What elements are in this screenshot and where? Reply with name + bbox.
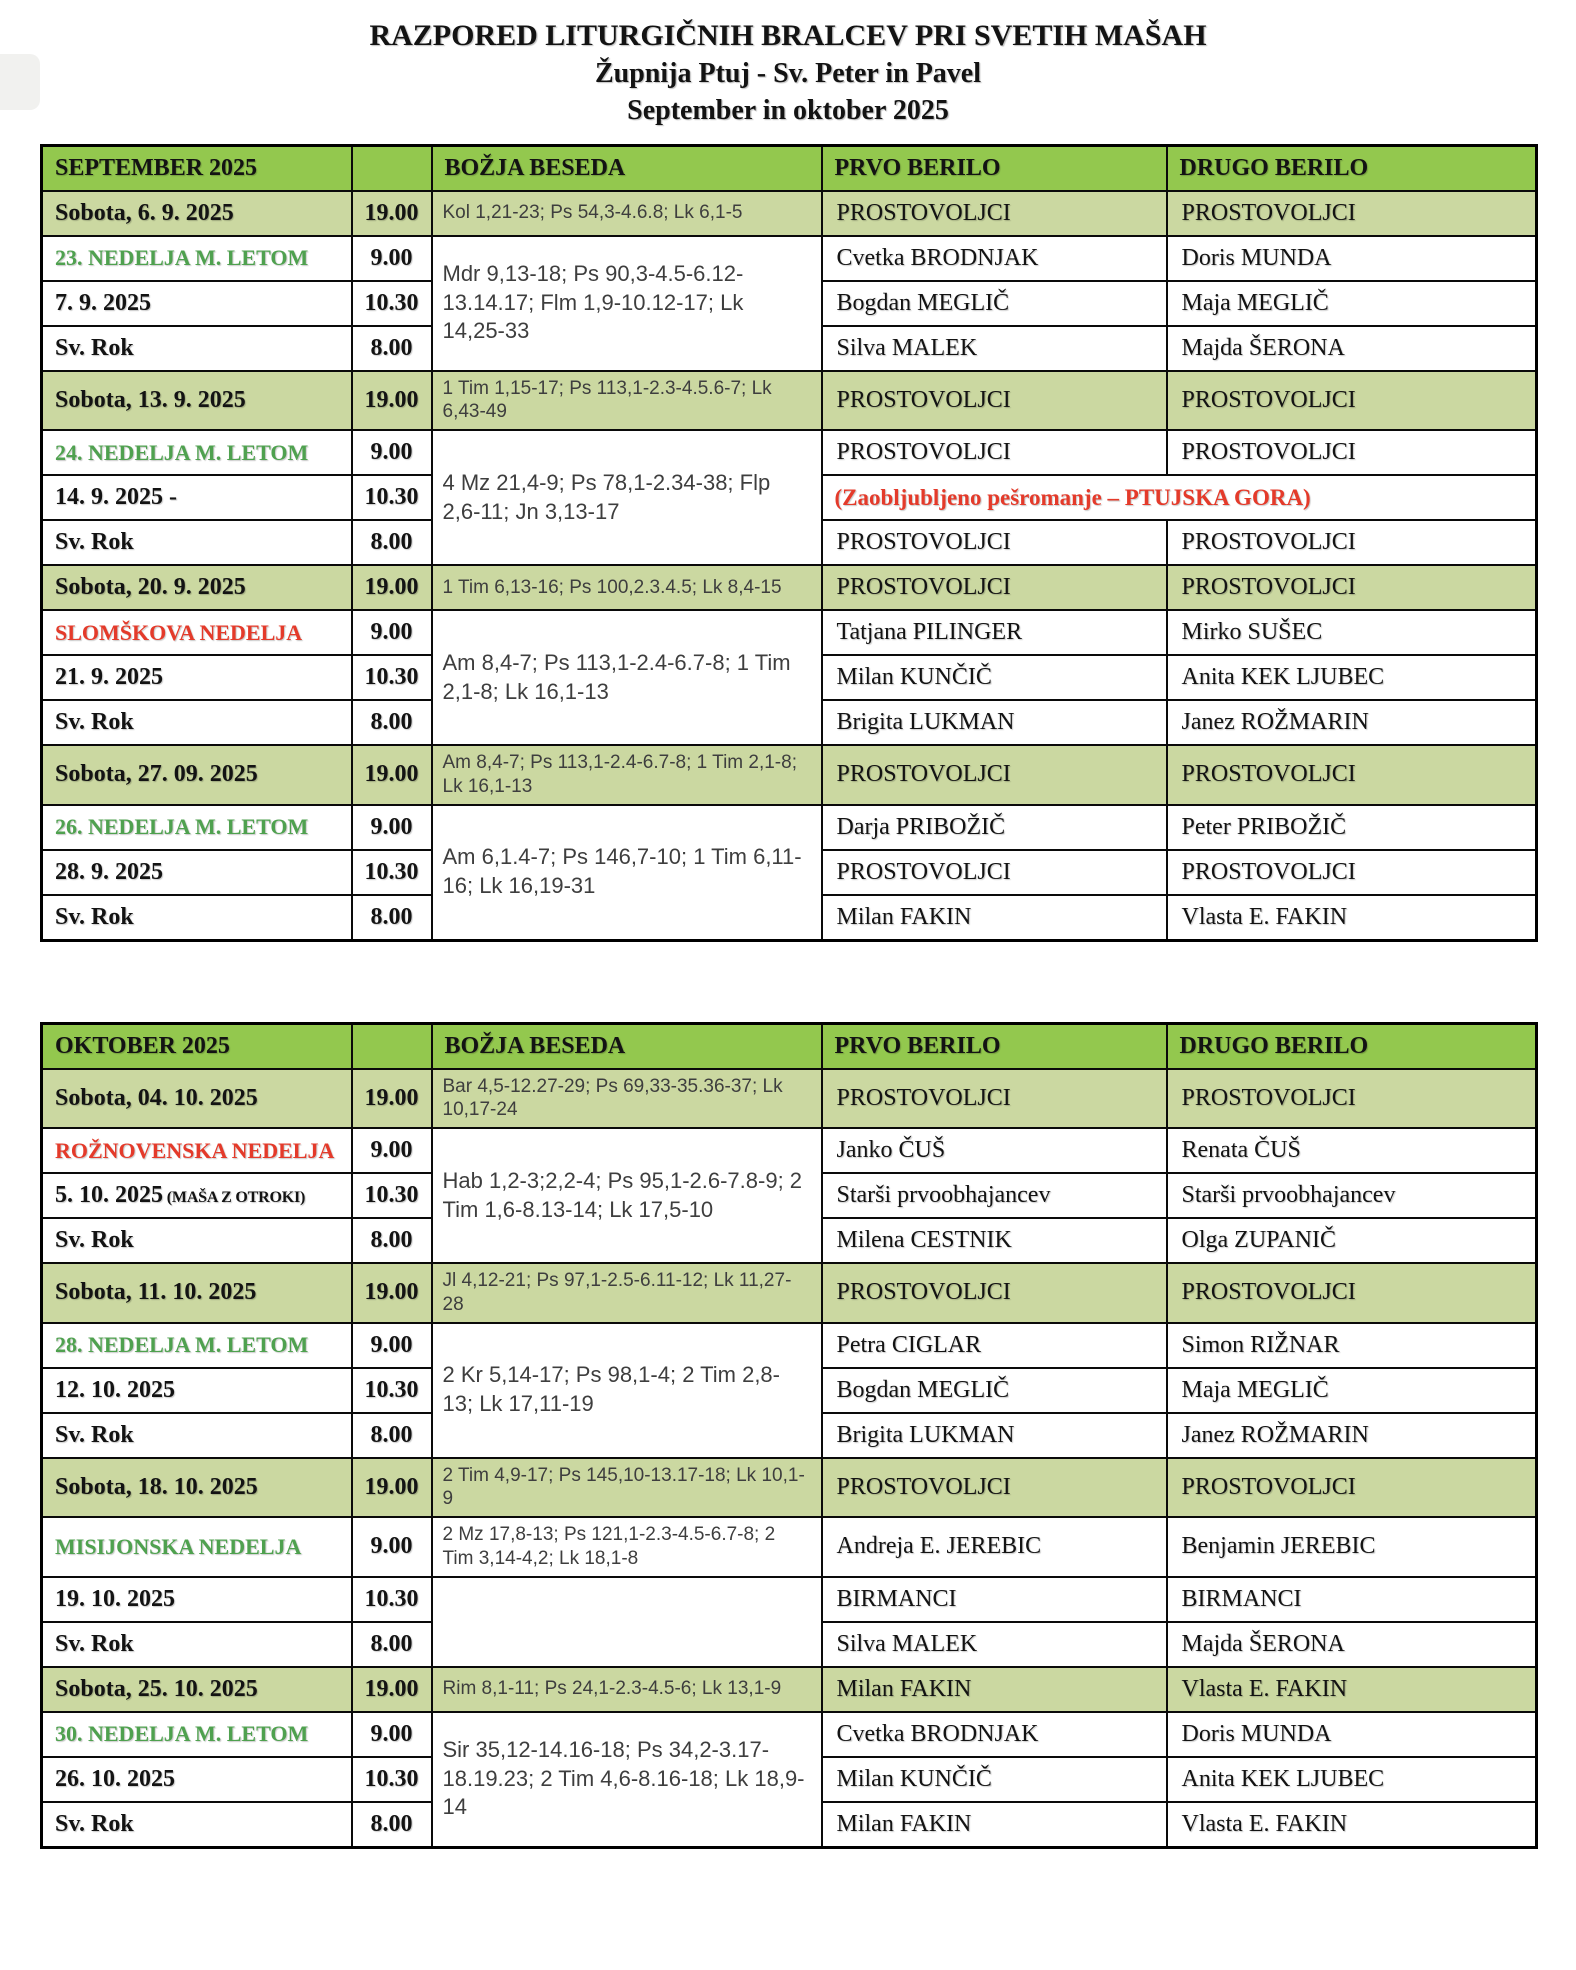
schedule-row — [42, 1577, 1537, 1622]
reading-cell: Jl 4,12-21; Ps 97,1-2.5-6.11-12; Lk 11,27-28 — [432, 1263, 822, 1323]
header-row — [42, 145, 1537, 191]
column-header-prvo-berilo: PRVO BERILO — [822, 145, 1167, 191]
first-lector-cell: PROSTOVOLJCI — [822, 1458, 1167, 1518]
time-column-header — [352, 145, 432, 191]
date-cell: ROŽNOVENSKA NEDELJA — [42, 1128, 352, 1173]
second-lector-cell: PROSTOVOLJCI — [1167, 745, 1537, 805]
first-lector-cell: Silva MALEK — [822, 326, 1167, 371]
title-block — [40, 16, 1536, 130]
second-lector-cell: Benjamin JEREBIC — [1167, 1517, 1537, 1577]
time-cell: 19.00 — [352, 565, 432, 610]
first-lector-cell: Brigita LUKMAN — [822, 1413, 1167, 1458]
reading-cell: 2 Mz 17,8-13; Ps 121,1-2.3-4.5-6.7-8; 2 Tim 3,14-4,2; Lk 18,1-8 — [432, 1517, 822, 1577]
schedule-row — [42, 1712, 1537, 1757]
first-lector-cell: Tatjana PILINGER — [822, 610, 1167, 655]
reading-cell: Bar 4,5-12.27-29; Ps 69,33-35.36-37; Lk 10,17-24 — [432, 1069, 822, 1129]
table-body — [42, 191, 1537, 941]
second-lector-cell: Starši prvoobhajancev — [1167, 1173, 1537, 1218]
column-header-prvo-berilo: PRVO BERILO — [822, 1023, 1167, 1069]
period-subtitle: September in oktober 2025 — [627, 94, 949, 126]
reading-cell: 4 Mz 21,4-9; Ps 78,1-2.34-38; Flp 2,6-11; Jn 3,13-17 — [432, 430, 822, 565]
time-cell: 8.00 — [352, 1218, 432, 1263]
schedule-row — [42, 565, 1537, 610]
date-cell: Sv. Rok — [42, 700, 352, 745]
time-cell: 8.00 — [352, 326, 432, 371]
date-suffix: (MAŠA Z OTROKI) — [163, 1189, 306, 1206]
column-header-bozja-beseda: BOŽJA BESEDA — [432, 1023, 822, 1069]
second-lector-cell: Simon RIŽNAR — [1167, 1323, 1537, 1368]
second-lector-cell: Vlasta E. FAKIN — [1167, 1802, 1537, 1848]
first-lector-cell: Milan KUNČIČ — [822, 655, 1167, 700]
first-lector-cell: Milan FAKIN — [822, 1802, 1167, 1848]
reading-cell: 1 Tim 6,13-16; Ps 100,2.3.4.5; Lk 8,4-15 — [432, 565, 822, 610]
table-body — [42, 1069, 1537, 1848]
first-lector-cell: Starši prvoobhajancev — [822, 1173, 1167, 1218]
time-cell: 19.00 — [352, 1458, 432, 1518]
date-cell: 23. NEDELJA M. LETOM — [42, 236, 352, 281]
first-lector-cell: Brigita LUKMAN — [822, 700, 1167, 745]
column-header-bozja-beseda: BOŽJA BESEDA — [432, 145, 822, 191]
page-title: RAZPORED LITURGIČNIH BRALCEV PRI SVETIH MAŠAH — [369, 19, 1207, 52]
second-lector-cell: Janez ROŽMARIN — [1167, 700, 1537, 745]
reading-cell — [432, 1577, 822, 1667]
time-cell: 19.00 — [352, 1263, 432, 1323]
column-header-drugo-berilo: DRUGO BERILO — [1167, 1023, 1537, 1069]
first-lector-cell: Milena CESTNIK — [822, 1218, 1167, 1263]
time-cell: 19.00 — [352, 1069, 432, 1129]
date-cell: Sobota, 20. 9. 2025 — [42, 565, 352, 610]
date-cell: Sv. Rok — [42, 520, 352, 565]
time-cell: 10.30 — [352, 655, 432, 700]
time-cell: 9.00 — [352, 430, 432, 475]
schedule-row — [42, 610, 1537, 655]
first-lector-cell: PROSTOVOLJCI — [822, 430, 1167, 475]
header-row — [42, 1023, 1537, 1069]
first-lector-cell: Cvetka BRODNJAK — [822, 1712, 1167, 1757]
date-cell: Sv. Rok — [42, 1218, 352, 1263]
second-lector-cell: PROSTOVOLJCI — [1167, 371, 1537, 431]
date-cell: 30. NEDELJA M. LETOM — [42, 1712, 352, 1757]
date-cell: 26. 10. 2025 — [42, 1757, 352, 1802]
date-cell: Sv. Rok — [42, 895, 352, 941]
date-cell: Sobota, 25. 10. 2025 — [42, 1667, 352, 1712]
first-lector-cell: Milan KUNČIČ — [822, 1757, 1167, 1802]
second-lector-cell: Janez ROŽMARIN — [1167, 1413, 1537, 1458]
schedule-row — [42, 236, 1537, 281]
first-lector-cell: Cvetka BRODNJAK — [822, 236, 1167, 281]
reading-cell: Mdr 9,13-18; Ps 90,3-4.5-6.12-13.14.17; Flm 1,9-10.12-17; Lk 14,25-33 — [432, 236, 822, 371]
time-cell: 8.00 — [352, 520, 432, 565]
schedule-row — [42, 191, 1537, 236]
time-cell: 9.00 — [352, 1323, 432, 1368]
first-lector-cell: Janko ČUŠ — [822, 1128, 1167, 1173]
month-header: SEPTEMBER 2025 — [42, 145, 352, 191]
second-lector-cell: PROSTOVOLJCI — [1167, 1458, 1537, 1518]
second-lector-cell: Maja MEGLIČ — [1167, 1368, 1537, 1413]
table-head — [42, 145, 1537, 191]
reading-cell: Am 8,4-7; Ps 113,1-2.4-6.7-8; 1 Tim 2,1-8; Lk 16,1-13 — [432, 745, 822, 805]
date-cell: Sobota, 6. 9. 2025 — [42, 191, 352, 236]
time-cell: 8.00 — [352, 1622, 432, 1667]
reading-cell: Sir 35,12-14.16-18; Ps 34,2-3.17-18.19.23; 2 Tim 4,6-8.16-18; Lk 18,9-14 — [432, 1712, 822, 1848]
date-cell: Sv. Rok — [42, 1413, 352, 1458]
date-cell: Sobota, 11. 10. 2025 — [42, 1263, 352, 1323]
second-lector-cell: Doris MUNDA — [1167, 236, 1537, 281]
second-lector-cell: Anita KEK LJUBEC — [1167, 655, 1537, 700]
second-lector-cell: PROSTOVOLJCI — [1167, 850, 1537, 895]
time-cell: 19.00 — [352, 1667, 432, 1712]
schedule-row — [42, 430, 1537, 475]
time-cell: 10.30 — [352, 1368, 432, 1413]
date-cell: 19. 10. 2025 — [42, 1577, 352, 1622]
date-cell: Sv. Rok — [42, 1622, 352, 1667]
second-lector-cell: Olga ZUPANIČ — [1167, 1218, 1537, 1263]
time-cell: 9.00 — [352, 1712, 432, 1757]
second-lector-cell: PROSTOVOLJCI — [1167, 565, 1537, 610]
schedule-row — [42, 371, 1537, 431]
second-lector-cell: Majda ŠERONA — [1167, 326, 1537, 371]
date-cell: SLOMŠKOVA NEDELJA — [42, 610, 352, 655]
time-cell: 19.00 — [352, 191, 432, 236]
time-cell: 8.00 — [352, 700, 432, 745]
time-cell: 9.00 — [352, 236, 432, 281]
reading-cell: Am 8,4-7; Ps 113,1-2.4-6.7-8; 1 Tim 2,1-8; Lk 16,1-13 — [432, 610, 822, 745]
date-cell: 28. 9. 2025 — [42, 850, 352, 895]
first-lector-cell: Petra CIGLAR — [822, 1323, 1167, 1368]
schedule-row — [42, 1517, 1537, 1577]
table-head — [42, 1023, 1537, 1069]
parish-subtitle: Župnija Ptuj - Sv. Peter in Pavel — [594, 57, 982, 89]
scan-corner-artifact — [0, 54, 40, 110]
time-cell: 8.00 — [352, 895, 432, 941]
time-cell: 9.00 — [352, 805, 432, 850]
column-header-drugo-berilo: DRUGO BERILO — [1167, 145, 1537, 191]
pilgrimage-note-cell: (Zaobljubljeno pešromanje – PTUJSKA GORA) — [822, 475, 1537, 520]
schedule-row — [42, 1323, 1537, 1368]
first-lector-cell: Silva MALEK — [822, 1622, 1167, 1667]
first-lector-cell: Andreja E. JEREBIC — [822, 1517, 1167, 1577]
first-lector-cell: Milan FAKIN — [822, 1667, 1167, 1712]
second-lector-cell: PROSTOVOLJCI — [1167, 191, 1537, 236]
first-lector-cell: Milan FAKIN — [822, 895, 1167, 941]
schedule-row — [42, 745, 1537, 805]
first-lector-cell: BIRMANCI — [822, 1577, 1167, 1622]
date-cell: 26. NEDELJA M. LETOM — [42, 805, 352, 850]
time-cell: 9.00 — [352, 1128, 432, 1173]
schedule-row — [42, 805, 1537, 850]
time-cell: 10.30 — [352, 1757, 432, 1802]
time-cell: 19.00 — [352, 745, 432, 805]
time-cell: 8.00 — [352, 1802, 432, 1848]
reading-cell: Kol 1,21-23; Ps 54,3-4.6.8; Lk 6,1-5 — [432, 191, 822, 236]
schedule-row — [42, 1128, 1537, 1173]
second-lector-cell: PROSTOVOLJCI — [1167, 1263, 1537, 1323]
second-lector-cell: Anita KEK LJUBEC — [1167, 1757, 1537, 1802]
schedule-page — [40, 0, 1536, 1849]
first-lector-cell: PROSTOVOLJCI — [822, 1069, 1167, 1129]
time-cell: 10.30 — [352, 475, 432, 520]
date-cell: Sobota, 18. 10. 2025 — [42, 1458, 352, 1518]
first-lector-cell: Bogdan MEGLIČ — [822, 281, 1167, 326]
second-lector-cell: Renata ČUŠ — [1167, 1128, 1537, 1173]
reading-cell: Rim 8,1-11; Ps 24,1-2.3-4.5-6; Lk 13,1-9 — [432, 1667, 822, 1712]
schedule-row — [42, 1458, 1537, 1518]
date-cell: 14. 9. 2025 - — [42, 475, 352, 520]
first-lector-cell: PROSTOVOLJCI — [822, 565, 1167, 610]
date-cell: MISIJONSKA NEDELJA — [42, 1517, 352, 1577]
first-lector-cell: PROSTOVOLJCI — [822, 520, 1167, 565]
second-lector-cell: Vlasta E. FAKIN — [1167, 1667, 1537, 1712]
first-lector-cell: PROSTOVOLJCI — [822, 1263, 1167, 1323]
first-lector-cell: PROSTOVOLJCI — [822, 371, 1167, 431]
second-lector-cell: Maja MEGLIČ — [1167, 281, 1537, 326]
month-header: OKTOBER 2025 — [42, 1023, 352, 1069]
second-lector-cell: PROSTOVOLJCI — [1167, 430, 1537, 475]
time-cell: 10.30 — [352, 850, 432, 895]
date-cell: 28. NEDELJA M. LETOM — [42, 1323, 352, 1368]
second-lector-cell: Vlasta E. FAKIN — [1167, 895, 1537, 941]
date-cell: 5. 10. 2025 (MAŠA Z OTROKI) — [42, 1173, 352, 1218]
time-column-header — [352, 1023, 432, 1069]
date-cell: Sobota, 27. 09. 2025 — [42, 745, 352, 805]
schedule-row — [42, 1667, 1537, 1712]
time-cell: 10.30 — [352, 281, 432, 326]
reading-cell: 2 Tim 4,9-17; Ps 145,10-13.17-18; Lk 10,1-9 — [432, 1458, 822, 1518]
schedule-table-september — [40, 144, 1538, 942]
reading-cell: 2 Kr 5,14-17; Ps 98,1-4; 2 Tim 2,8-13; Lk 17,11-19 — [432, 1323, 822, 1458]
date-cell: Sv. Rok — [42, 1802, 352, 1848]
first-lector-cell: PROSTOVOLJCI — [822, 191, 1167, 236]
date-cell: 21. 9. 2025 — [42, 655, 352, 700]
first-lector-cell: Bogdan MEGLIČ — [822, 1368, 1167, 1413]
reading-cell: 1 Tim 1,15-17; Ps 113,1-2.3-4.5.6-7; Lk 6,43-49 — [432, 371, 822, 431]
date-cell: 7. 9. 2025 — [42, 281, 352, 326]
date-cell: 24. NEDELJA M. LETOM — [42, 430, 352, 475]
time-cell: 10.30 — [352, 1577, 432, 1622]
second-lector-cell: Peter PRIBOŽIČ — [1167, 805, 1537, 850]
date-cell: Sobota, 13. 9. 2025 — [42, 371, 352, 431]
second-lector-cell: PROSTOVOLJCI — [1167, 520, 1537, 565]
second-lector-cell: Mirko SUŠEC — [1167, 610, 1537, 655]
first-lector-cell: PROSTOVOLJCI — [822, 745, 1167, 805]
second-lector-cell: Doris MUNDA — [1167, 1712, 1537, 1757]
second-lector-cell: Majda ŠERONA — [1167, 1622, 1537, 1667]
schedule-row — [42, 1069, 1537, 1129]
second-lector-cell: PROSTOVOLJCI — [1167, 1069, 1537, 1129]
schedule-row — [42, 1263, 1537, 1323]
reading-cell: Am 6,1.4-7; Ps 146,7-10; 1 Tim 6,11-16; Lk 16,19-31 — [432, 805, 822, 941]
reading-cell: Hab 1,2-3;2,2-4; Ps 95,1-2.6-7.8-9; 2 Tim 1,6-8.13-14; Lk 17,5-10 — [432, 1128, 822, 1263]
time-cell: 10.30 — [352, 1173, 432, 1218]
date-cell: 12. 10. 2025 — [42, 1368, 352, 1413]
time-cell: 9.00 — [352, 1517, 432, 1577]
schedule-table-oktober — [40, 1022, 1538, 1849]
first-lector-cell: Darja PRIBOŽIČ — [822, 805, 1167, 850]
first-lector-cell: PROSTOVOLJCI — [822, 850, 1167, 895]
time-cell: 19.00 — [352, 371, 432, 431]
date-cell: Sobota, 04. 10. 2025 — [42, 1069, 352, 1129]
date-cell: Sv. Rok — [42, 326, 352, 371]
second-lector-cell: BIRMANCI — [1167, 1577, 1537, 1622]
time-cell: 9.00 — [352, 610, 432, 655]
time-cell: 8.00 — [352, 1413, 432, 1458]
schedule-tables — [40, 144, 1536, 1849]
